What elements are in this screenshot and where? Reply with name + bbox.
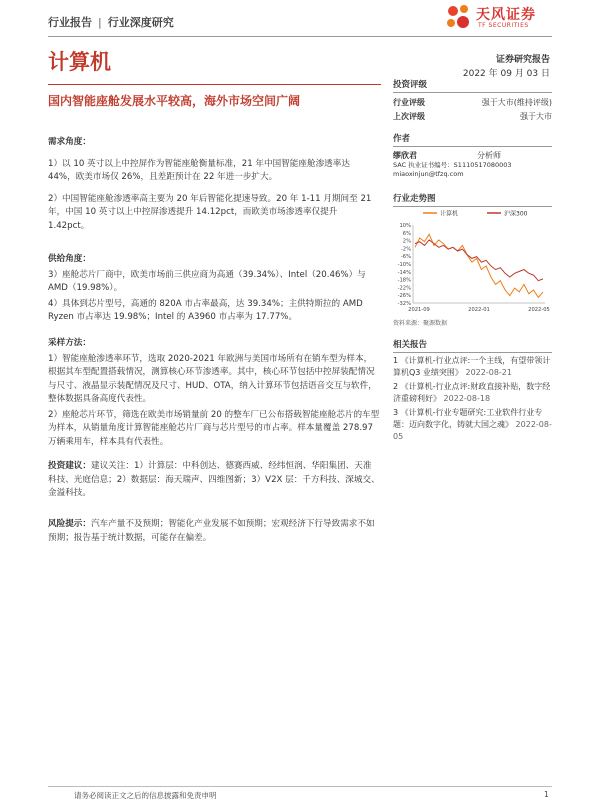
footer-disclaimer: 请务必阅读正文之后的信息披露和免责申明: [74, 791, 217, 800]
related-panel: [393, 338, 552, 443]
y-tick-label: -14%: [397, 269, 411, 276]
report-category: [48, 14, 174, 30]
rating-divider: [393, 92, 552, 93]
sub-category-label: 行业深度研究: [107, 16, 174, 29]
industry-title: 计算机: [48, 50, 111, 74]
category-label: 行业报告: [48, 16, 92, 29]
related-report-title[interactable]: 3 《计算机-行业专题研究:工业软件行业专题：迈向数字化，铸就大国之魂》: [393, 408, 543, 429]
logo-cn-text: 天风证券: [476, 7, 536, 23]
legend-label: 沪深300: [504, 210, 528, 218]
chart-source: 资料来源：聚源数据: [393, 320, 448, 327]
x-tick-label: 2022-01: [468, 307, 490, 313]
rating-value: 强于大市(维持评级): [481, 98, 552, 107]
related-report-date: 2022-08-18: [443, 394, 491, 403]
author-panel: [393, 132, 552, 179]
related-report-item[interactable]: [393, 355, 552, 379]
rating-row: [393, 110, 552, 124]
subtitle-divider: [48, 84, 381, 85]
x-tick-label: 2021-09: [408, 307, 430, 313]
rating-key: 行业评级: [393, 98, 425, 107]
page-number: 1: [544, 790, 549, 799]
y-tick-label: -22%: [397, 285, 411, 292]
demand-section: [48, 136, 380, 233]
supply-paragraph-2: 4）具体到芯片型号，高通的 820A 市占率最高，达 39.34%；主供特斯拉的 AMD Ryzen 市占率达 19.98%；Intel 的 A3960 市占率为 17.77%。: [48, 298, 363, 322]
series-line: [415, 240, 543, 281]
industry-trend-chart: [393, 207, 552, 317]
method-section: [48, 337, 380, 449]
rating-row: [393, 96, 552, 110]
supply-paragraph-1: 3）座舱芯片厂商中，欧美市场前三供应商为高通（39.34%）、Intel（20.46%）与 AMD（19.98%）。: [48, 269, 366, 293]
y-tick-label: -6%: [400, 254, 411, 261]
related-report-date: 2022-08-21: [465, 368, 512, 377]
invest-section: [48, 460, 380, 501]
legend-label: 计算机: [440, 210, 459, 218]
x-tick-label: 2022-05: [528, 307, 550, 313]
y-tick-label: -32%: [397, 301, 411, 307]
logo-en-text: TF SECURITIES: [478, 22, 529, 29]
category-separator: |: [98, 16, 102, 29]
author-email[interactable]: miaoxinjun@tfzq.com: [393, 170, 464, 178]
invest-heading: 投资建议：: [48, 461, 91, 471]
related-heading: 相关报告: [393, 340, 428, 350]
demand-paragraph-2: 2）中国智能座舱渗透率高主要为 20 年后智能化提速导致。20 年 1-11 月期间至 21 年，中国 10 英寸以上中控屏渗透提升 14.12pct，而欧美市场渗透率仅提升 1.42pct。: [48, 193, 372, 231]
demand-heading: 需求角度：: [48, 137, 91, 147]
trend-panel: [393, 192, 552, 207]
report-subtitle: 国内智能座舱发展水平较高，海外市场空间广阔: [48, 94, 301, 108]
trend-heading: 行业走势图: [393, 194, 436, 204]
demand-paragraph-1: 1）以 10 英寸以上中控屏作为智能座舱衡量标准，21 年中国智能座舱渗透率达 44%，欧美市场仅 26%，且差距预计在 22 年进一步扩大。: [48, 158, 350, 182]
y-tick-label: -26%: [397, 293, 411, 300]
y-tick-label: 6%: [402, 230, 411, 237]
author-divider: [393, 146, 552, 147]
related-report-item[interactable]: [393, 407, 552, 443]
related-divider: [393, 352, 552, 353]
logo-mark-icon: [444, 2, 474, 32]
footer-divider: [48, 786, 552, 787]
supply-heading: 供给角度：: [48, 254, 91, 264]
author-row: [393, 150, 501, 161]
author-heading: 作者: [393, 134, 411, 144]
author-name: 缪欣君: [393, 151, 417, 160]
invest-text: 建议关注：1）计算层：中科创达、德赛西威、经纬恒润、华阳集团、天准科技、光庭信息；2）数据层：海天瑞声、四维图新；3）V2X 层：千方科技、深城交、金溢科技。: [48, 461, 380, 498]
method-paragraph-2: 2）座舱芯片环节，筛选在欧美市场销量前 20 的整车厂已公布搭载智能座舱芯片的车型为样本，从销量角度计算智能座舱芯片厂商与芯片型号的市占率。样本量覆盖 278.97 万辆乘用车，样本具有代表性。: [48, 409, 380, 447]
company-logo: [444, 0, 564, 36]
y-tick-label: 2%: [402, 238, 411, 245]
related-report-item[interactable]: [393, 381, 552, 405]
related-report-date: 2022-08-05: [393, 420, 552, 441]
author-role: 分析师: [477, 151, 501, 160]
rating-heading: 投资评级: [393, 80, 428, 90]
risk-heading: 风险提示：: [48, 519, 91, 529]
y-tick-label: -10%: [397, 262, 411, 268]
supply-section: [48, 253, 380, 325]
author-license: SAC 执业证书编号：S1110517080003: [393, 161, 512, 169]
header-divider: [48, 36, 552, 37]
related-report-title[interactable]: 2 《计算机-行业点评:财政直接补贴，数字经济重磅利好》: [393, 382, 551, 403]
y-tick-label: 10%: [399, 223, 411, 229]
risk-section: [48, 518, 380, 545]
rating-key: 上次评级: [393, 112, 425, 121]
rating-panel: [393, 78, 552, 124]
y-tick-label: -18%: [397, 277, 411, 284]
report-type: 证券研究报告: [495, 55, 550, 65]
y-tick-label: -2%: [400, 246, 411, 253]
method-heading: 采样方法：: [48, 338, 91, 348]
risk-text: 汽车产量不及预期；智能化产业发展不如预期；宏观经济下行导致需求不如预期；报告基于统计数据，可能存在偏差。: [48, 519, 375, 543]
report-date: 2022 年 09 月 03 日: [462, 69, 550, 79]
method-paragraph-1: 1）智能座舱渗透率环节，选取 2020-2021 年欧洲与美国市场所有在销车型为样本，根据其车型配置搭载情况，测算核心环节渗透率。其中，核心环节包括中控屏装配情况与尺寸、液晶显示装配情况及尺寸、HUD、OTA，纳入计算环节包括语音交互与软件，整体数据具备高度代表性。: [48, 353, 377, 404]
rating-value: 强于大市: [520, 112, 552, 121]
related-report-title[interactable]: 1 《计算机-行业点评:一个主线，有望带领计算机Q3 业绩突围》: [393, 356, 551, 377]
